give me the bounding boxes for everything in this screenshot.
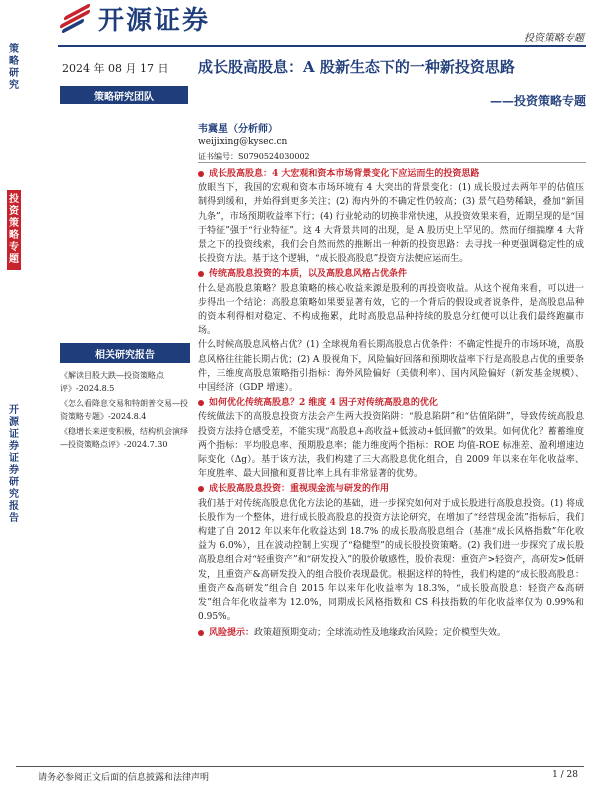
risk-heading: 风险提示： 政策超预期变动；全球流动性及地缘政治风险；定价模型失效。 [198,626,584,640]
bullet-icon [198,486,204,492]
report-subtitle: ——投资策略专题 [489,94,586,108]
report-date: 2024 年 08 月 17 日 [62,62,169,75]
logo-text: 开源证券 [98,5,211,36]
side-label-brand: 开源证券 证券研究报告 [9,405,19,524]
footer-disclaimer: 请务必参阅正文后面的信息披露和法律声明 [38,773,210,783]
related-reports-list [60,369,192,453]
section-heading: 传统高股息投资的本质，以及高股息风格占优条件 [198,267,584,281]
header-tag: 投资策略专题 [524,33,584,44]
side-label-strategy: 策略研究 [9,44,19,91]
section-paragraph: 放眼当下，我国的宏观和资本市场环境有 4 大突出的背景变化：(1) 成长股过去两年平的估值压制得到缓和，并始得到更多关注；(2) 海内外的不确定性仍较高；(3) 景气趋势稀缺，叠加“新国九条”，市场预期收益率下行；(4) 行业轮动的切换非常快速，从投资效果来看，近期呈现的是“国于特征”强于“行业特征”。这 4 大背景共同的出现，是 A 股历史上罕见的。然而仔细揣摩 4 大背景之下的投资线索，我们会自然而然的推断出一种新的投资思路：去寻找一种更强调稳定性的成长投资方法。基于这个逻辑，“成长股高股息”投资方法便应运而生。 [198,183,584,265]
related-reports-header: 相关研究报告 [60,343,190,363]
bullet-icon [198,400,204,406]
report-body [198,166,584,640]
related-report-item[interactable]: 《解读目股大跌—投资策略点评》-2024.8.5 [60,371,164,393]
analyst-divider [198,162,586,163]
related-report-item[interactable]: 《怎么看降息交易和特朗普交易—投资策略专题》-2024.8.4 [60,399,188,421]
bullet-icon [198,271,204,277]
footer-divider [16,766,584,767]
section-heading: 如何优化传统高股息？2 维度 4 因子对传统高股息的优化 [198,396,584,410]
bullet-icon [198,171,204,177]
section-paragraph: 什么是高股息策略？股息策略的核心收益来源是股利的再投资收益。从这个视角来看，可以进一步得出一个结论：高股息策略如果要显著有效，它的一个背后的假设或者说条件，是高股息品种的资本利得相对稳定、不构成拖累，此时高股息品种持续的股息分红便可以让我们最终跑赢市场。 [198,283,584,337]
section-heading: 成长股高股息：4 大宏观和资本市场背景变化下应运而生的投资思路 [198,167,584,181]
kysec-logo-icon [58,4,92,32]
analyst-email[interactable]: weijixing@kysec.cn [198,137,288,147]
section-heading: 成长股高股息投资：重视现金流与研发的作用 [198,482,584,496]
header-divider [58,45,586,47]
related-report-item[interactable]: 《稳增长来逆变积极，结构机会演绎—投资策略点评》-2024.7.30 [60,427,188,449]
section-paragraph: 我们基于对传统高股息优化方法论的基础，进一步探究如何对于成长股进行高股息投资。(1) 将成长股作为一个整体，进行成长股高股息的投资方法论研究，在增加了“经营现金流”指标后，我们构建了自 2012 年以来年化收益达到 18.7% 的成长股高股息组合（基准“成长风格指数”年化收益为 6.0%），且在波动控制上实现了“稳健型”的成长股投资策略。(2) 我们进一步探究了成长股高股息组合对“轻重资产”和“研发投入”的股价敏感性，股价表现：重资产>轻资产，高研发>低研发，且重资产&高研发投入的组合股价表现最优。根据这样的特性，我们构建的“成长股高股息：重资产&高研发”组合自 2015 年以来年化收益率为 18.3%，“成长股高股息：轻资产&高研发”组合年化收益率为 12.0%，同期成长风格指数和 CS 科技指数的年化收益率仅为 0.99%和 0.95%。 [198,498,584,623]
analyst-cert: 证书编号：S0790524030002 [198,152,310,161]
bullet-icon [198,630,204,636]
brand-logo [58,2,210,34]
risk-text: 政策超预期变动；全球流动性及地缘政治风险；定价模型失效。 [254,627,507,638]
team-banner: 策略研究团队 [60,86,188,104]
page-number: 1 / 28 [552,770,578,780]
section-paragraph: 什么时候高股息风格占优？(1) 全球视角看长期高股息占优条件：不确定性提升的市场环境，高股息风格往往能长期占优；(2) A 股视角下，风险偏好回落和预期收益率下行是高股息占优的重要条件，三维度高股息策略指引指标：海外风险偏好（美债利率）、国内风险偏好（新发基金规模）、中国经济（GDP 增速）。 [198,340,584,394]
report-title: 成长股高股息：A 股新生态下的一种新投资思路 [198,58,515,76]
side-label-report-type: 投资策略专题 [7,190,21,270]
analyst-name: 韦冀星（分析师） [198,124,278,135]
section-paragraph: 传统做法下的高股息投资方法会产生两大投资陷阱：“股息陷阱”和“估值陷阱”，导致传统高股息投资方法持仓感受差，不能实现“高股息+高收益+低波动+低回撤”的效果。如何优化？蓄蓄维度两个指标：平均股息率、预期股息率；能力维度两个指标：ROE 均值-ROE 标准差、盈利增速边际变化（Δg）。基于该方法，我们构建了三大高股息优化组合，自 2009 年以来在年化收益率、年度胜率、最大回撤和夏普比率上具有非常显著的优势。 [198,412,584,480]
